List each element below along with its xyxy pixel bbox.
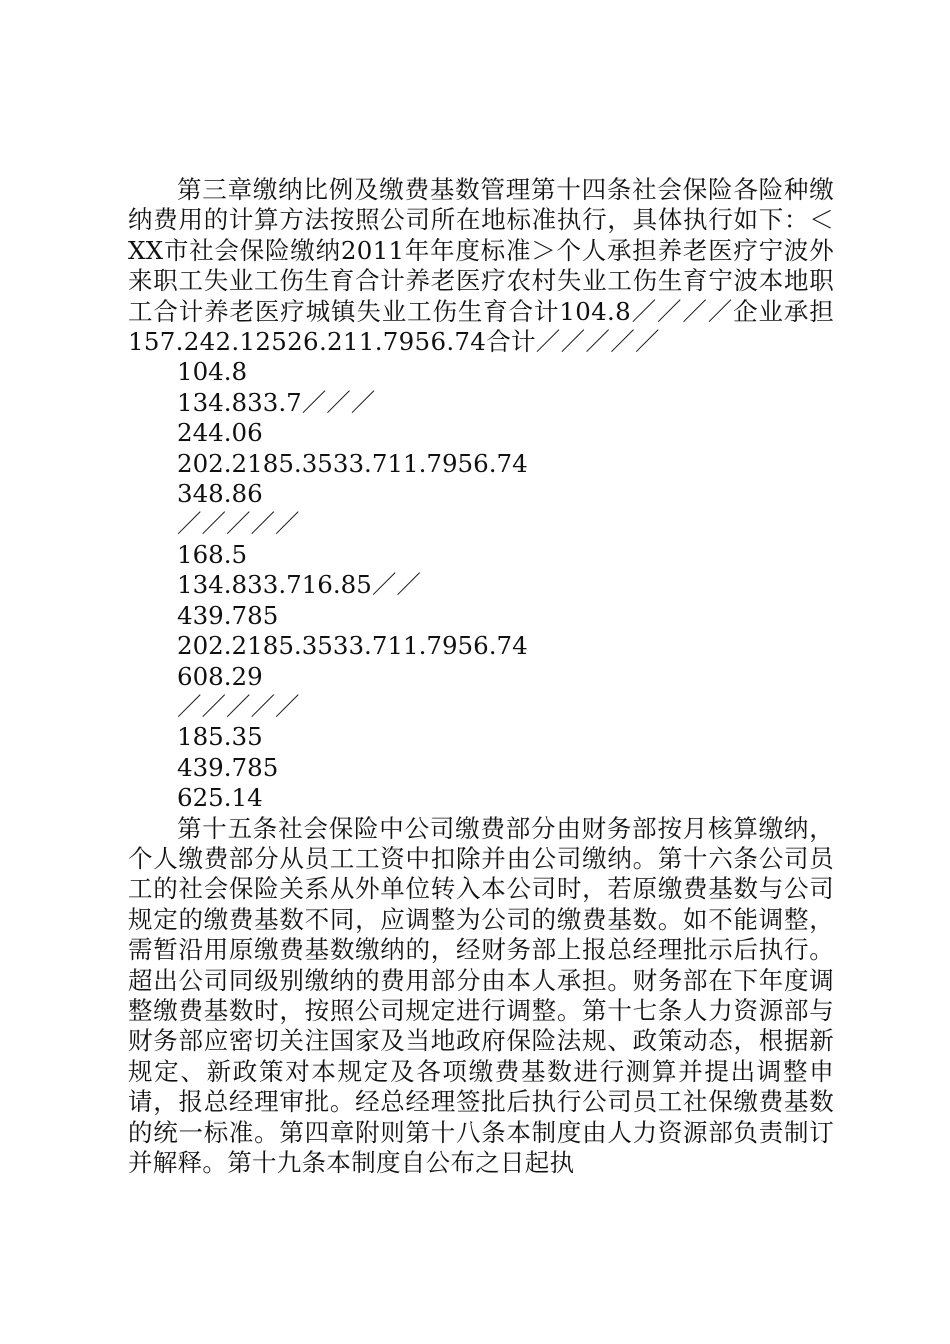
paragraph-article-fifteen: 第十五条社会保险中公司缴费部分由财务部按月核算缴纳，个人缴费部分从员工工资中扣除并由公司缴纳。第十六条公司员工的社会保险关系从外单位转入本公司时，若原缴费基数与公司规定的缴费基数不同，应调整为公司的缴费基数。如不能调整，需暂沿用原缴费基数缴纳的，经财务部上报总经理批示后执行。超出公司同级别缴纳的费用部分由本人承担。财务部在下年度调整缴费基数时，按照公司规定进行调整。第十七条人力资源部与财务部应密切关注国家及当地政府保险法规、政策动态，根据新规定、新政策对本规定及各项缴费基数进行测算并提出调整申请，报总经理审批。经总经理签批后执行公司员工社保缴费基数的统一标准。第四章附则第十八条本制度由人力资源部负责制订并解释。第十九条本制度自公布之日起执 — [128, 813, 834, 1177]
figure-line: 185.35 — [177, 722, 263, 752]
figure-line: 104.8 — [177, 357, 248, 387]
figure-line: 608.29 — [177, 661, 263, 691]
figure-line: 134.833.7／／／ — [177, 387, 376, 417]
figure-line: 439.785 — [177, 600, 279, 630]
figure-lines — [128, 357, 834, 813]
figure-line: ／／／／／ — [177, 509, 300, 539]
document-body — [128, 175, 834, 1178]
figure-line: 625.14 — [177, 783, 263, 813]
paragraph-chapter-three: 第三章缴纳比例及缴费基数管理第十四条社会保险各险种缴纳费用的计算方法按照公司所在地标准执行，具体执行如下：＜XX市社会保险缴纳2011年年度标准＞个人承担养老医疗宁波外来职工失业工伤生育合计养老医疗农村失业工伤生育宁波本地职工合计养老医疗城镇失业工伤生育合计104.8／／／／企业承担157.242.12526.211.7956.74合计／／／／／ — [128, 175, 834, 357]
figure-line: 439.785 — [177, 752, 279, 782]
figure-line: 168.5 — [177, 539, 248, 569]
figure-line: 134.833.716.85／／ — [177, 570, 421, 600]
figure-line: ／／／／／ — [177, 691, 300, 721]
figure-line: 202.2185.3533.711.7956.74 — [177, 631, 528, 661]
figure-line: 202.2185.3533.711.7956.74 — [177, 448, 528, 478]
figure-line: 348.86 — [177, 479, 263, 509]
figure-line: 244.06 — [177, 418, 263, 448]
